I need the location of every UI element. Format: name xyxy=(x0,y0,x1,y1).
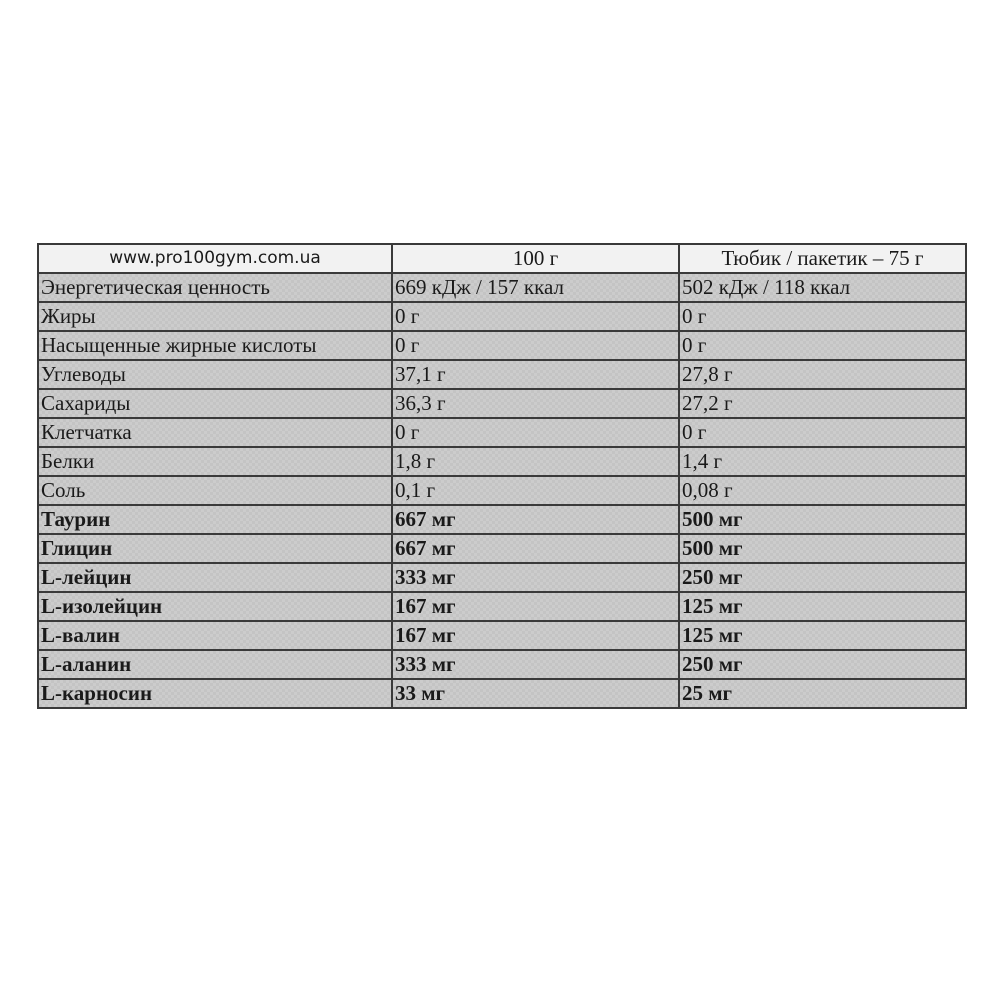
nutrient-name: Глицин xyxy=(38,534,392,563)
nutrient-name: Клетчатка xyxy=(38,418,392,447)
nutrient-name: Сахариды xyxy=(38,389,392,418)
nutrient-name: L-лейцин xyxy=(38,563,392,592)
table-row xyxy=(38,447,966,476)
nutrition-table xyxy=(37,243,967,709)
table-row xyxy=(38,273,966,302)
nutrient-name: Соль xyxy=(38,476,392,505)
value-per-100g: 669 кДж / 157 ккал xyxy=(392,273,679,302)
value-per-serving: 500 мг xyxy=(679,534,966,563)
table-row xyxy=(38,563,966,592)
value-per-100g: 0 г xyxy=(392,331,679,360)
table-row xyxy=(38,621,966,650)
value-per-100g: 667 мг xyxy=(392,534,679,563)
header-per-serving: Тюбик / пакетик – 75 г xyxy=(679,244,966,273)
header-website: www.pro100gym.com.ua xyxy=(38,244,392,273)
value-per-100g: 37,1 г xyxy=(392,360,679,389)
value-per-serving: 125 мг xyxy=(679,621,966,650)
table-row xyxy=(38,418,966,447)
value-per-serving: 502 кДж / 118 ккал xyxy=(679,273,966,302)
table-row xyxy=(38,534,966,563)
value-per-100g: 33 мг xyxy=(392,679,679,708)
value-per-serving: 27,2 г xyxy=(679,389,966,418)
table-row xyxy=(38,302,966,331)
value-per-serving: 250 мг xyxy=(679,650,966,679)
value-per-100g: 333 мг xyxy=(392,563,679,592)
value-per-100g: 0,1 г xyxy=(392,476,679,505)
nutrient-name: L-карносин xyxy=(38,679,392,708)
header-per-100g: 100 г xyxy=(392,244,679,273)
value-per-serving: 0 г xyxy=(679,418,966,447)
nutrient-name: Углеводы xyxy=(38,360,392,389)
nutrient-name: Таурин xyxy=(38,505,392,534)
table-row xyxy=(38,679,966,708)
nutrient-name: Жиры xyxy=(38,302,392,331)
value-per-100g: 333 мг xyxy=(392,650,679,679)
value-per-100g: 667 мг xyxy=(392,505,679,534)
value-per-serving: 0,08 г xyxy=(679,476,966,505)
value-per-serving: 27,8 г xyxy=(679,360,966,389)
value-per-serving: 1,4 г xyxy=(679,447,966,476)
table-row xyxy=(38,505,966,534)
table-header-row xyxy=(38,244,966,273)
nutrient-name: Насыщенные жирные кислоты xyxy=(38,331,392,360)
nutrient-name: Белки xyxy=(38,447,392,476)
table-row xyxy=(38,331,966,360)
table-row xyxy=(38,476,966,505)
nutrient-name: L-изолейцин xyxy=(38,592,392,621)
value-per-serving: 0 г xyxy=(679,331,966,360)
value-per-100g: 167 мг xyxy=(392,621,679,650)
value-per-100g: 0 г xyxy=(392,418,679,447)
value-per-serving: 0 г xyxy=(679,302,966,331)
table-row xyxy=(38,389,966,418)
value-per-100g: 1,8 г xyxy=(392,447,679,476)
value-per-serving: 250 мг xyxy=(679,563,966,592)
nutrient-name: L-валин xyxy=(38,621,392,650)
table-row xyxy=(38,360,966,389)
table-row xyxy=(38,650,966,679)
value-per-100g: 167 мг xyxy=(392,592,679,621)
value-per-serving: 125 мг xyxy=(679,592,966,621)
value-per-100g: 36,3 г xyxy=(392,389,679,418)
nutrient-name: L-аланин xyxy=(38,650,392,679)
value-per-serving: 25 мг xyxy=(679,679,966,708)
value-per-100g: 0 г xyxy=(392,302,679,331)
table-row xyxy=(38,592,966,621)
nutrient-name: Энергетическая ценность xyxy=(38,273,392,302)
value-per-serving: 500 мг xyxy=(679,505,966,534)
